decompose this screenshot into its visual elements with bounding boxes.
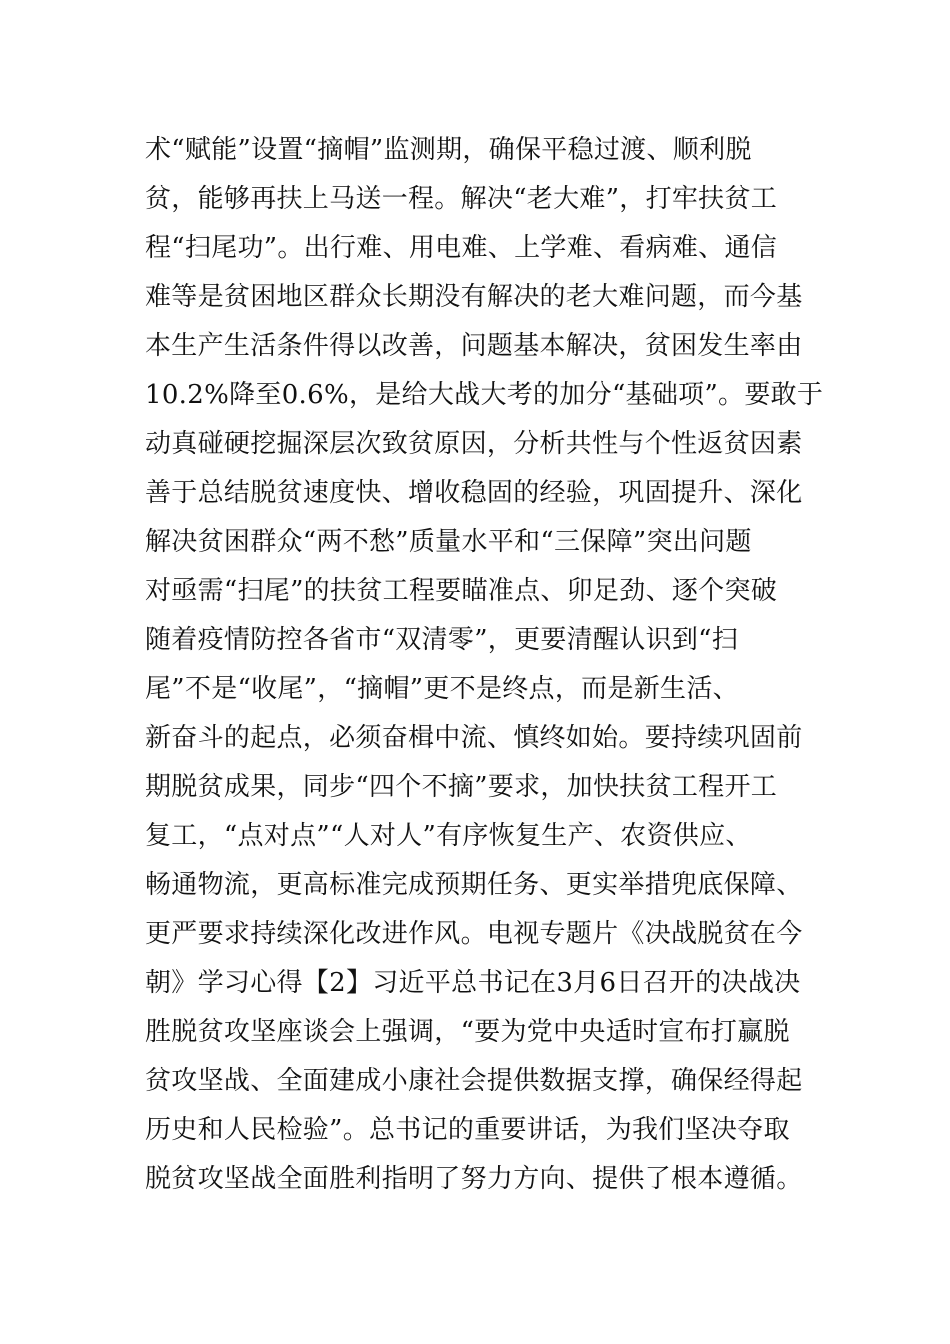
text-line: 复工，“点对点”“人对人”有序恢复生产、农资供应、 <box>145 821 752 851</box>
text-line: 胜脱贫攻坚座谈会上强调，“要为党中央适时宣布打赢脱 <box>145 1017 790 1047</box>
text-line: 10.2%降至0.6%，是给大战大考的加分“基础项”。要敢于 <box>145 380 824 410</box>
text-line: 随着疫情防控各省市“双清零”，更要清醒认识到“扫 <box>145 625 739 655</box>
text-line: 本生产生活条件得以改善，问题基本解决，贫困发生率由 <box>145 331 803 361</box>
text-line: 贫攻坚战、全面建成小康社会提供数据支撑，确保经得起 <box>145 1066 803 1096</box>
text-line: 术“赋能”设置“摘帽”监测期，确保平稳过渡、顺利脱 <box>145 135 752 165</box>
text-line: 脱贫攻坚战全面胜利指明了努力方向、提供了根本遵循。 <box>145 1164 803 1194</box>
text-line: 贫，能够再扶上马送一程。解决“老大难”，打牢扶贫工 <box>145 184 778 214</box>
text-line: 动真碰硬挖掘深层次致贫原因，分析共性与个性返贫因素 <box>145 429 803 459</box>
body-text <box>145 126 824 1204</box>
text-line: 对亟需“扫尾”的扶贫工程要瞄准点、卯足劲、逐个突破 <box>145 576 778 606</box>
text-line: 难等是贫困地区群众长期没有解决的老大难问题，而今基 <box>145 282 803 312</box>
text-line: 历史和人民检验”。总书记的重要讲话，为我们坚决夺取 <box>145 1115 790 1145</box>
text-line: 善于总结脱贫速度快、增收稳固的经验，巩固提升、深化 <box>145 478 803 508</box>
text-line: 解决贫困群众“两不愁”质量水平和“三保障”突出问题 <box>145 527 752 557</box>
text-line: 朝》学习心得【2】习近平总书记在3月6日召开的决战决 <box>145 968 801 998</box>
text-line: 畅通物流，更高标准完成预期任务、更实举措兜底保障、 <box>145 870 803 900</box>
text-line: 期脱贫成果，同步“四个不摘”要求，加快扶贫工程开工 <box>145 772 778 802</box>
text-line: 程“扫尾功”。出行难、用电难、上学难、看病难、通信 <box>145 233 778 263</box>
text-line: 尾”不是“收尾”，“摘帽”更不是终点，而是新生活、 <box>145 674 739 704</box>
text-line: 更严要求持续深化改进作风。电视专题片《决战脱贫在今 <box>145 919 803 949</box>
text-line: 新奋斗的起点，必须奋楫中流、慎终如始。要持续巩固前 <box>145 723 803 753</box>
